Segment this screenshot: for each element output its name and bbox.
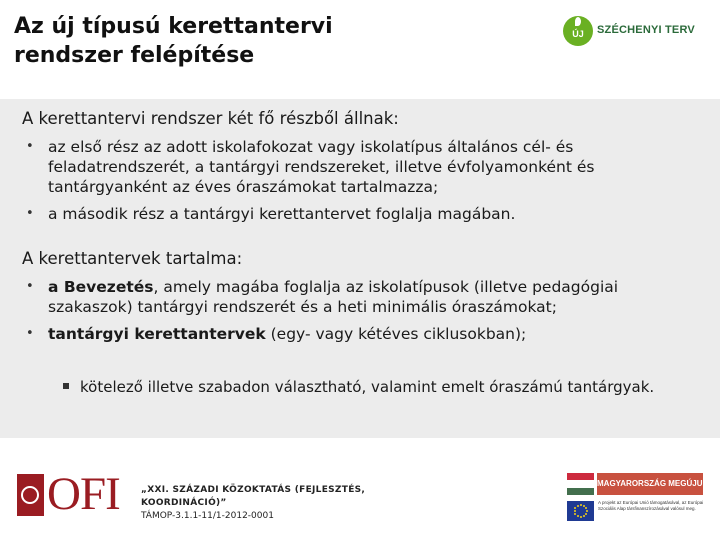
ofi-logo <box>17 468 127 520</box>
content-area <box>0 99 720 438</box>
eu-flag-icon <box>567 501 594 521</box>
kerettantervek-bold: tantárgyi kerettantervek <box>48 325 266 343</box>
project-info <box>141 484 381 523</box>
list-item: • a Bevezetés, amely magába foglalja az iskolatípusok (illetve pedagógiai szakaszok) tantárgyi rendszerét és a heti minimális óraszámokat; <box>26 278 619 316</box>
leaf-circle-icon <box>563 16 593 46</box>
section2-sublist <box>62 377 662 397</box>
magyarorszag-megujul-banner: MAGYARORSZÁG MEGÚJUL <box>597 473 703 495</box>
slide-title <box>14 12 434 70</box>
section2-heading: A kerettantervek tartalma: <box>22 249 243 268</box>
title-line-1: Az új típusú kerettantervi <box>14 14 333 39</box>
list-item: kötelező illetve szabadon választható, valamint emelt óraszámú tantárgyak. <box>62 377 662 397</box>
szechenyi-terv-logo <box>563 16 703 50</box>
list-item: • tantárgyi kerettantervek (egy- vagy kétéves ciklusokban); <box>26 325 527 343</box>
square-bullet-icon <box>63 383 69 389</box>
bevezetes-bold: a Bevezetés <box>48 278 154 296</box>
section1-heading: A kerettantervi rendszer két fő részből állnak: <box>22 109 399 128</box>
bullet-dot-icon: • <box>26 279 34 294</box>
eu-funding-logo <box>567 473 708 527</box>
bullet-dot-icon: • <box>26 139 34 154</box>
logo-uj-label: ÚJ <box>572 29 584 39</box>
title-line-2: rendszer felépítése <box>14 43 255 68</box>
section2-list <box>22 277 642 351</box>
footer <box>0 438 720 540</box>
project-title: „XXI. SZÁZADI KÖZOKTATÁS (FEJLESZTÉS, KOORDINÁCIÓ)” <box>141 485 366 508</box>
project-code: TÁMOP-3.1.1-11/1-2012-0001 <box>141 511 274 521</box>
list-item: • a második rész a tantárgyi kerettantervet foglalja magában. <box>26 205 516 223</box>
bullet-dot-icon: • <box>26 326 34 341</box>
eu-funding-text: A projekt az Európai Unió támogatásával, az Európai Szociális Alap társfinanszírozásával valósul meg. <box>598 500 704 511</box>
ofi-logo-text: OFI <box>47 468 120 520</box>
ofi-emblem-icon <box>17 474 44 516</box>
section1-list <box>22 137 702 231</box>
hungarian-flag-icon <box>567 473 594 495</box>
logo-name: SZÉCHENYI TERV <box>597 24 695 36</box>
list-item: • az első rész az adott iskolafokozat vagy iskolatípus általános cél- és feladatrendszerét, a tantárgyi rendszereket, illetve évfolyamonként és tantárgyanként az éves óraszámokat tartalmazza; <box>26 138 595 196</box>
bullet-dot-icon: • <box>26 206 34 221</box>
